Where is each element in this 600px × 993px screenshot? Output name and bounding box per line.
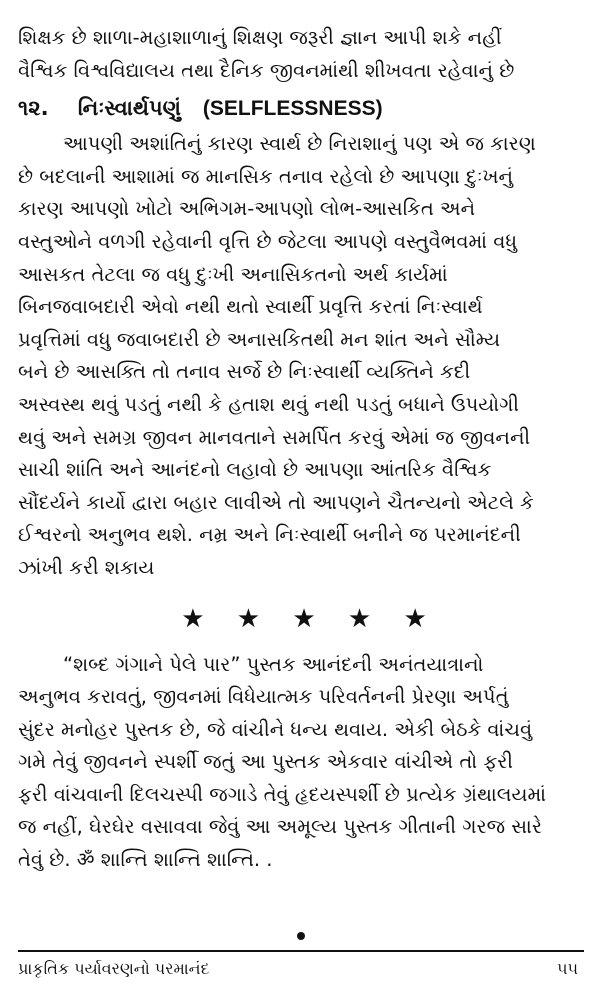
paragraph-line: થવું અને સમગ્ર જીવન માનવતાને સમર્પિત કરવું એમાં જ જીવનની	[18, 425, 531, 449]
section-paragraph	[18, 128, 584, 584]
star-separator: ★ ★ ★ ★ ★	[181, 603, 439, 634]
paragraph-line: વસ્તુઓને વળગી રહેવાની વૃત્તિ છે જેટલા આપણે વસ્તુવૈભવમાં વધુ	[18, 229, 518, 253]
closing-line: અનુભવ કરાવતું, જીવનમાં વિધેયાત્મક પરિવર્તનની પ્રેરણા અર્પતું	[18, 685, 509, 709]
footer-page-number: ૫૫	[556, 959, 578, 978]
paragraph-line: ઝાંખી કરી શકાય	[18, 555, 155, 579]
section-heading	[18, 91, 584, 126]
closing-line: ગમે તેવું જીવનને સ્પર્શી જતું આ પુસ્તક એકવાર વાંચીએ તો ફરી	[18, 750, 513, 774]
paragraph-line: ઈશ્વરનો અનુભવ થશે. નમ્ર અને નિઃસ્વાર્થી બનીને જ પરમાનંદની	[18, 523, 521, 547]
paragraph-line: અસ્વસ્થ થવું પડતું નથી કે હતાશ થવું નથી પડતું બધાને ઉપયોગી	[18, 392, 519, 416]
paragraph-line: કારણ આપણો ખોટો અભિગમ-આપણો લોભ-આસકિત અને	[18, 197, 476, 221]
closing-line: તેવું છે. ॐ શાન્તિ શાન્તિ શાન્તિ. .	[18, 848, 273, 872]
closing-line: ફરી વાંચવાની દિલચસ્પી જગાડે તેવું હૃદયસ્પર્શી છે પ્રત્યેક ગ્રંથાલયમાં	[18, 782, 547, 806]
paragraph-line: પ્રવૃત્તિમાં વધુ જવાબદારી છે અનાસકિતથી મન શાંત અને સૌમ્ય	[18, 327, 501, 351]
closing-line: જ નહીં, ઘેરઘેર વસાવવા જેવું આ અમૂલ્ય પુસ્તક ગીતાની ગરજ સારે	[18, 815, 542, 839]
paragraph-line: આપણી અશાંતિનું કારણ સ્વાર્થ છે નિરાશાનું પણ એ જ કારણ	[63, 132, 536, 156]
closing-line: “શબ્દ ગંગાને પેલે પાર” પુસ્તક આનંદની અનંતયાત્રાનો	[63, 652, 484, 676]
section-number: ૧૨.	[18, 96, 49, 121]
paragraph-line: બિનજવાબદારી એવો નથી થતો સ્વાર્થી પ્રવૃત્તિ કરતાં નિઃસ્વાર્થ	[18, 295, 483, 319]
paragraph-line: સૌંદર્યને કાર્યો દ્વારા બહાર લાવીએ તો આપણને ચૈતન્યનો એટલે કે	[18, 490, 534, 514]
section-title: નિઃસ્વાર્થપણું	[77, 96, 181, 121]
footer-divider	[18, 950, 584, 952]
footer-book-title: પ્રાકૃતિક પર્યાવરણનો પરમાનંદ	[18, 959, 210, 978]
intro-line: શિક્ષક છે શાળા-મહાશાળાનું શિક્ષણ જરૂરી જ્ઞાન આપી શકે નહીં	[18, 26, 502, 49]
paragraph-line: આસકત તેટલા જ વધુ દુઃખી અનાસિકતનો અર્થ કાર્યમાં	[18, 262, 448, 286]
intro-paragraph	[18, 22, 584, 87]
section-title-english: (SELFLESSNESS)	[202, 97, 383, 121]
paragraph-line: બને છે આસક્તિ તો તનાવ સર્જે છે નિઃસ્વાર્થી વ્યક્તિને કદી	[18, 360, 471, 384]
end-bullet-icon	[297, 932, 305, 940]
paragraph-line: સાચી શાંતિ અને આનંદનો લહાવો છે આપણા આંતરિક વૈશ્વિક	[18, 458, 492, 482]
paragraph-line: છે બદલાની આશામાં જ માનસિક તનાવ રહેલો છે આપણા દુઃખનું	[18, 164, 514, 188]
closing-paragraph	[18, 649, 584, 877]
page-footer	[18, 956, 578, 982]
intro-line: વૈશ્વિક વિશ્વવિદ્યાલય તથા દૈનિક જીવનમાંથી શીખવતા રહેવાનું છે	[18, 58, 515, 82]
closing-line: સુંદર મનોહર પુસ્તક છે, જે વાંચીને ધન્ય થવાય. એકી બેઠકે વાંચવું	[18, 717, 533, 741]
